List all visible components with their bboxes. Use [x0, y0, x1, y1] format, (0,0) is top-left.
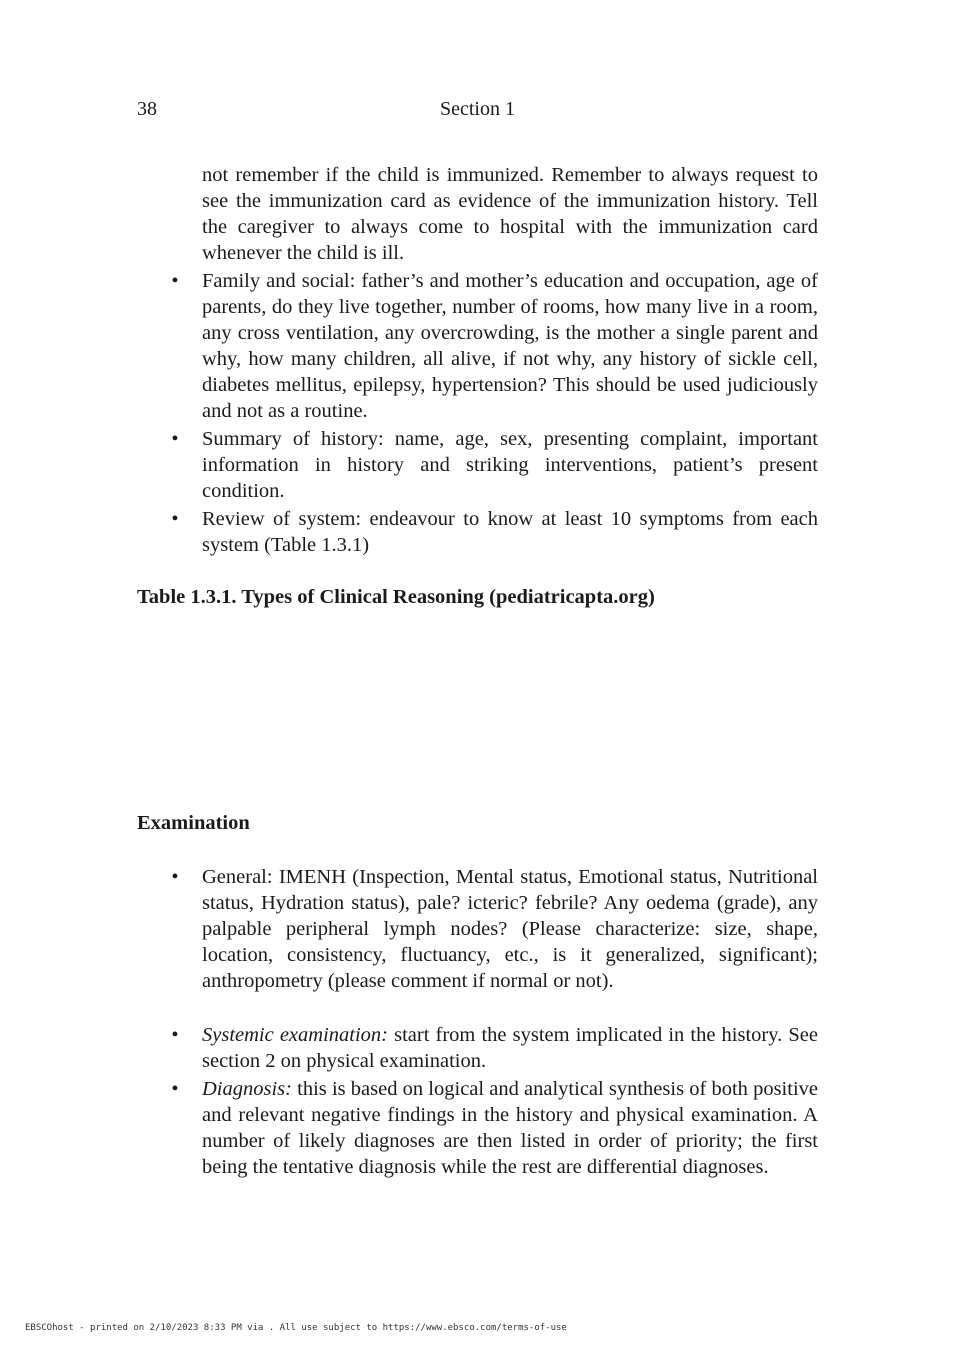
bullet-family-social	[171, 268, 818, 424]
bullet-systemic	[171, 1022, 818, 1074]
bullet-label: Systemic examination:	[202, 1024, 388, 1046]
page-number: 38	[137, 98, 157, 120]
bullet-icon: •	[171, 508, 179, 530]
bullet-review-system	[171, 506, 818, 558]
bullet-text: this is based on logical and analytical synthesis of both positive and relevant negative findings in the history and physical examination. A number of likely diagnoses are then listed in order of priority; the first being the tentative diagnosis while the rest are differential diagnoses.	[202, 1078, 818, 1178]
bullet-text: start from the system implicated in the history. See section 2 on physical examination.	[202, 1024, 818, 1072]
running-head: Section 1	[440, 98, 515, 120]
bullet-icon: •	[171, 428, 179, 450]
footer: EBSCOhost - printed on 2/10/2023 8:33 PM via . All use subject to https://www.ebsco.com/terms-of-use	[25, 1323, 567, 1333]
bullet-icon: •	[171, 1024, 179, 1046]
bullet-text: General: IMENH (Inspection, Mental status, Emotional status, Nutritional status, Hydration status), pale? icteric? febrile? Any oedema (grade), any palpable peripheral lymph nodes? (Please characterize: size, shape, location, consistency, fluctuancy, etc., is it generalized, significant); anthropometry (please comment if normal or not).	[202, 866, 818, 992]
bullet-icon: •	[171, 866, 179, 888]
examination-heading: Examination	[137, 812, 250, 834]
bullet-icon: •	[171, 1078, 179, 1100]
bullet-icon: •	[171, 270, 179, 292]
bullet-text: Review of system: endeavour to know at least 10 symptoms from each system (Table 1.3.1)	[202, 508, 818, 556]
bullet-summary-history	[171, 426, 818, 504]
bullet-general	[171, 864, 818, 994]
bullet-text: Summary of history: name, age, sex, presenting complaint, important information in history and striking interventions, patient’s present condition.	[202, 428, 818, 502]
bullet-label: Diagnosis:	[202, 1078, 292, 1100]
intro-paragraph: not remember if the child is immunized. Remember to always request to see the immunization card as evidence of the immunization history. Tell the caregiver to always come to hospital with the immunization card whenever the child is ill.	[202, 164, 818, 264]
bullet-text: Family and social: father’s and mother’s education and occupation, age of parents, do they live together, number of rooms, how many live in a room, any cross ventilation, any overcrowding, is the mother a single parent and why, how many children, all alive, if not why, any history of sickle cell, diabetes mellitus, epilepsy, hypertension? This should be used judiciously and not as a routine.	[202, 270, 818, 422]
bullet-diagnosis	[171, 1076, 818, 1180]
table-caption: Table 1.3.1. Types of Clinical Reasoning (pediatricapta.org)	[137, 586, 655, 608]
